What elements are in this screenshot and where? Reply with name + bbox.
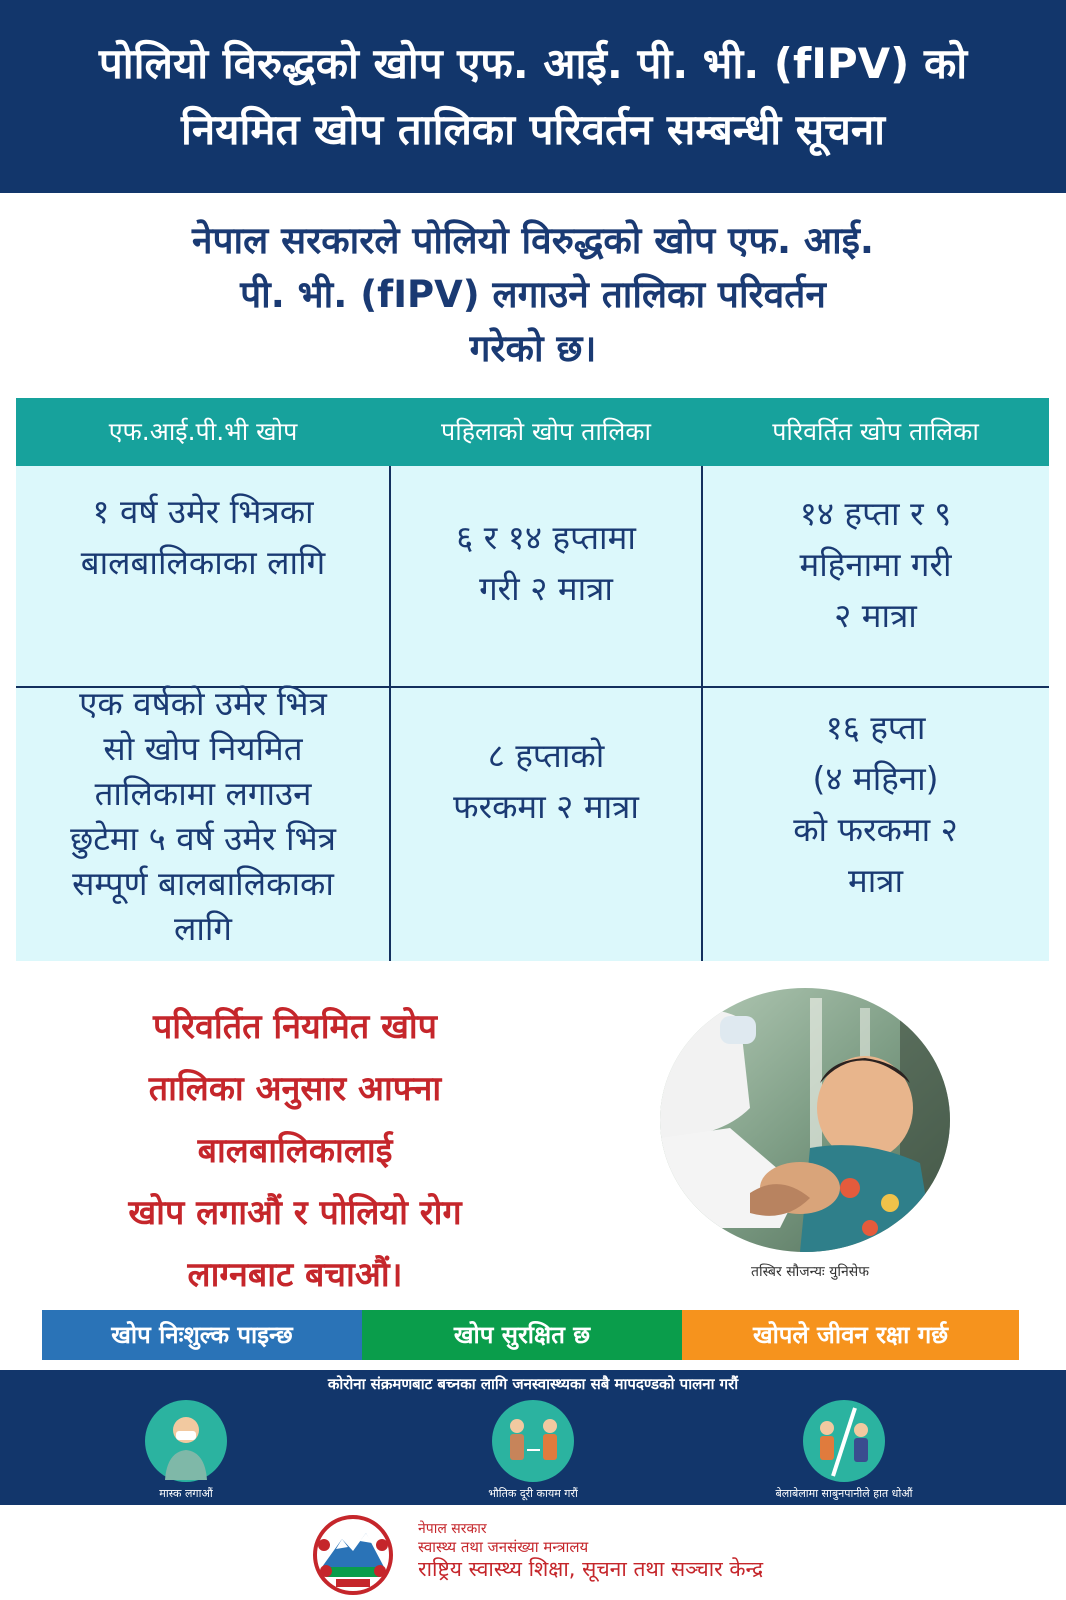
bar-safe-vaccine: खोप सुरक्षित छ bbox=[362, 1310, 682, 1360]
slogan-line: तालिका अनुसार आफ्ना bbox=[148, 1069, 442, 1109]
cell-line: महिनामा गरी bbox=[799, 545, 952, 584]
covid-guidelines-band bbox=[0, 1370, 1066, 1505]
cell-line: २ मात्रा bbox=[834, 596, 917, 635]
intro-line-2: पी. भी. (fIPV) लगाउने तालिका परिवर्तन bbox=[240, 273, 826, 316]
table-row-1-previous bbox=[390, 512, 702, 614]
intro-line-3: गरेको छ। bbox=[469, 327, 597, 370]
cell-line: मात्रा bbox=[847, 861, 904, 900]
table-row-1-group bbox=[16, 486, 390, 588]
cell-line: एक वर्षको उमेर भित्र bbox=[79, 684, 327, 723]
header-title-line-1: पोलियो विरुद्धको खोप एफ. आई. पी. भी. (fIPV) को bbox=[98, 39, 968, 88]
cell-line: सम्पूर्ण बालबालिकाका bbox=[72, 864, 334, 903]
slogan-line: लाग्नबाट बचाऔं। bbox=[187, 1255, 403, 1295]
cell-line: ८ हप्ताको bbox=[487, 736, 605, 775]
slogan-line: परिवर्तित नियमित खोप bbox=[152, 1007, 437, 1047]
cell-line: सो खोप नियमित bbox=[103, 729, 303, 768]
slogan bbox=[40, 996, 550, 1306]
cell-line: लागि bbox=[173, 909, 233, 948]
table-row-2-previous bbox=[390, 730, 702, 832]
cell-line: (४ महिना) bbox=[812, 759, 939, 798]
covid-title: कोरोना संक्रमणबाट बच्नका लागि जनस्वास्थ्यका सबै मापदण्डको पालना गरौं bbox=[327, 1375, 739, 1393]
cell-line: १४ हप्ता र ९ bbox=[799, 494, 952, 533]
footer-ministry: स्वास्थ्य तथा जनसंख्या मन्त्रालय bbox=[418, 1538, 589, 1556]
cell-line: १ वर्ष उमेर भित्रका bbox=[92, 492, 314, 531]
distance-icon bbox=[492, 1400, 574, 1482]
table-header-revised: परिवर्तित खोप तालिका bbox=[772, 417, 979, 446]
bar-free-vaccine: खोप निःशुल्क पाइन्छ bbox=[42, 1310, 362, 1360]
cell-line: को फरकमा २ bbox=[793, 810, 958, 849]
footer-ministry-text bbox=[418, 1520, 763, 1582]
vaccination-photo bbox=[660, 988, 950, 1252]
handwash-icon bbox=[803, 1400, 885, 1482]
schedule-table bbox=[16, 398, 1049, 961]
tip-mask-label: मास्क लगाऔं bbox=[159, 1487, 213, 1500]
photo-credit: तस्बिर सौजन्यः युनिसेफ bbox=[750, 1264, 869, 1280]
footer-govt: नेपाल सरकार bbox=[418, 1521, 487, 1537]
slogan-line: बालबालिकालाई bbox=[197, 1131, 393, 1171]
table-header-row bbox=[16, 398, 1049, 466]
bar-life-saving: खोपले जीवन रक्षा गर्छ bbox=[682, 1310, 1019, 1360]
table-row-1-revised bbox=[702, 488, 1049, 641]
tip-distance-label: भौतिक दूरी कायम गरौं bbox=[488, 1487, 578, 1500]
table-row-2-group bbox=[16, 681, 390, 951]
mask-icon bbox=[145, 1400, 227, 1482]
table-header-vaccine: एफ.आई.पी.भी खोप bbox=[108, 417, 298, 446]
nepal-emblem-icon bbox=[312, 1515, 394, 1595]
intro-text bbox=[40, 214, 1026, 376]
cell-line: तालिकामा लगाउन bbox=[94, 774, 312, 813]
footer-centre: राष्ट्रिय स्वास्थ्य शिक्षा, सूचना तथा सञ्चार केन्द्र bbox=[418, 1557, 764, 1581]
tip-handwash-label: बेलाबेलामा साबुनपानीले हात धोऔं bbox=[775, 1487, 913, 1500]
slogan-line: खोप लगाऔं र पोलियो रोग bbox=[128, 1193, 462, 1233]
cell-line: बालबालिकाका लागि bbox=[80, 543, 326, 582]
header-banner bbox=[0, 0, 1066, 193]
cell-line: ६ र १४ हप्तामा bbox=[456, 518, 636, 557]
cell-line: छुटेमा ५ वर्ष उमेर भित्र bbox=[70, 819, 336, 858]
cell-line: फरकमा २ मात्रा bbox=[453, 787, 639, 826]
intro-line-1: नेपाल सरकारले पोलियो विरुद्धको खोप एफ. आई. bbox=[192, 219, 874, 262]
table-row-2-revised bbox=[702, 702, 1049, 906]
header-title-line-2: नियमित खोप तालिका परिवर्तन सम्बन्धी सूचना bbox=[180, 105, 886, 154]
table-header-previous: पहिलाको खोप तालिका bbox=[441, 417, 651, 446]
cell-line: गरी २ मात्रा bbox=[479, 569, 613, 608]
cell-line: १६ हप्ता bbox=[825, 708, 926, 747]
